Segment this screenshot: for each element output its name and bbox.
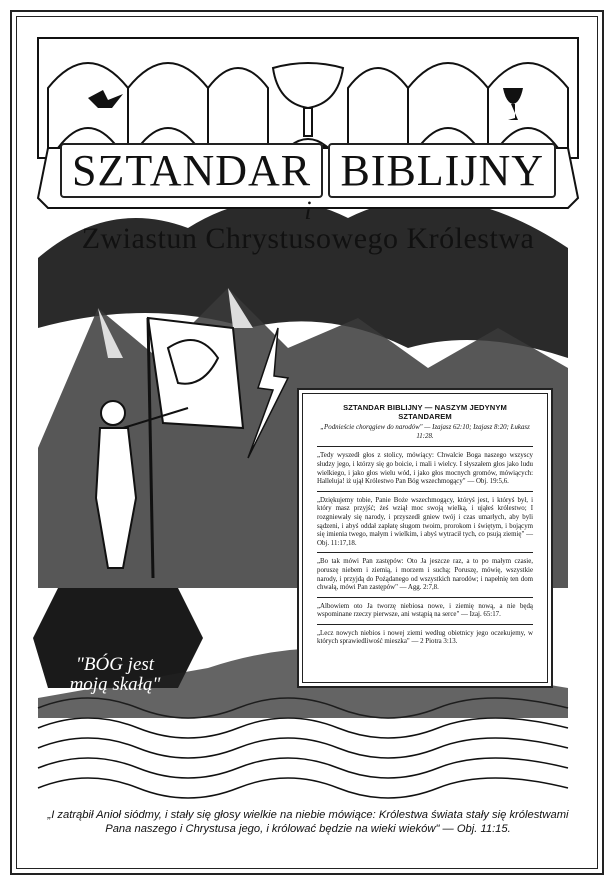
footer-line-1: „I zatrąbił Anioł siódmy, i stały się głosy wielkie na niebie mówiące: Królestwa świata stały się królestwami	[47, 809, 569, 821]
dove-icon	[88, 90, 123, 108]
verse-paragraph: „Bo tak mówi Pan zastępów: Oto Ja jeszcze raz, a to po małym czasie, poruszę niebem i ziemią, i morzem i suchą; Poruszę, mówię, wszystkie narody, i przyjdą do Pożądanego od wszystkich narodów; i napełnię ten dom chwałą, mówi Pan zastępów" — Agg. 2:7,8.	[317, 558, 533, 592]
box-lead: „Podnieście chorągiew do narodów" — Izajasz 62:10; Izajasz 8:20; Łukasz 11:28.	[320, 424, 530, 440]
footer-quote	[40, 808, 576, 836]
title-word-1: SZTANDAR	[60, 143, 323, 198]
verse-paragraph: „Dziękujemy tobie, Panie Boże wszechmogący, któryś jest, i któryś był, i który masz przyjść; żeś wziął moc swoją wielką, i ująłeś królestwo; I rozgniewały się narody, i przyszedł gniew twój i czas umarłych, aby byli sądzeni, i abyś oddał zapłatę sługom twoim, prorokom i świętym, i bojącym się imienia twego, małym i wielkim, i abyś wytracił tych, co psują ziemię" — Obj. 11:17,18.	[317, 496, 533, 547]
divider	[317, 446, 533, 447]
box-heading: SZTANDAR BIBLIJNY — NASZYM JEDYNYM SZTANDAREM	[343, 403, 507, 421]
scripture-box	[297, 388, 553, 688]
subtitle: Zwiastun Chrystusowego Królestwa	[81, 222, 535, 255]
divider	[317, 552, 533, 553]
title-connector: i	[304, 196, 312, 225]
rock-caption	[50, 655, 180, 695]
cup-icon	[503, 88, 523, 120]
verse-paragraph: „Lecz nowych niebios i nowej ziemi według obietnicy jego oczekujemy, w których sprawiedliwość mieszka" — 2 Piotra 3:13.	[317, 629, 533, 646]
footer-line-2: Pana naszego i Chrystusa jego, i królować będzie na wieki wieków" — Obj. 11:15.	[105, 823, 511, 835]
rock-caption-line-1: "BÓG jest	[75, 654, 155, 675]
verse-paragraph: „Albowiem oto Ja tworzę niebiosa nowe, i ziemię nową, a nie będą wspominane rzeczy pierwsze, ani wstąpią na serce" — Izaj. 65:17.	[317, 602, 533, 619]
title-word-2: BIBLIJNY	[328, 143, 556, 198]
divider	[317, 597, 533, 598]
rock-caption-line-2: moją skałą"	[69, 674, 161, 695]
divider	[317, 491, 533, 492]
main-title	[60, 140, 556, 200]
chalice-icon	[273, 63, 343, 146]
verse-paragraph: „Tedy wyszedł głos z stolicy, mówiący: Chwalcie Boga naszego wszyscy słudzy jego, i którzy się go boicie, i mali i wielcy. I słyszałem głos jako ludu wielkiego, i jako głos wielu wód, i jako głos mocnych gromów, mówiących: Halleluja! iż ujął Królestwo Pan Bóg wszechmogący" — Obj. 19:5,6.	[317, 452, 533, 486]
divider	[317, 624, 533, 625]
